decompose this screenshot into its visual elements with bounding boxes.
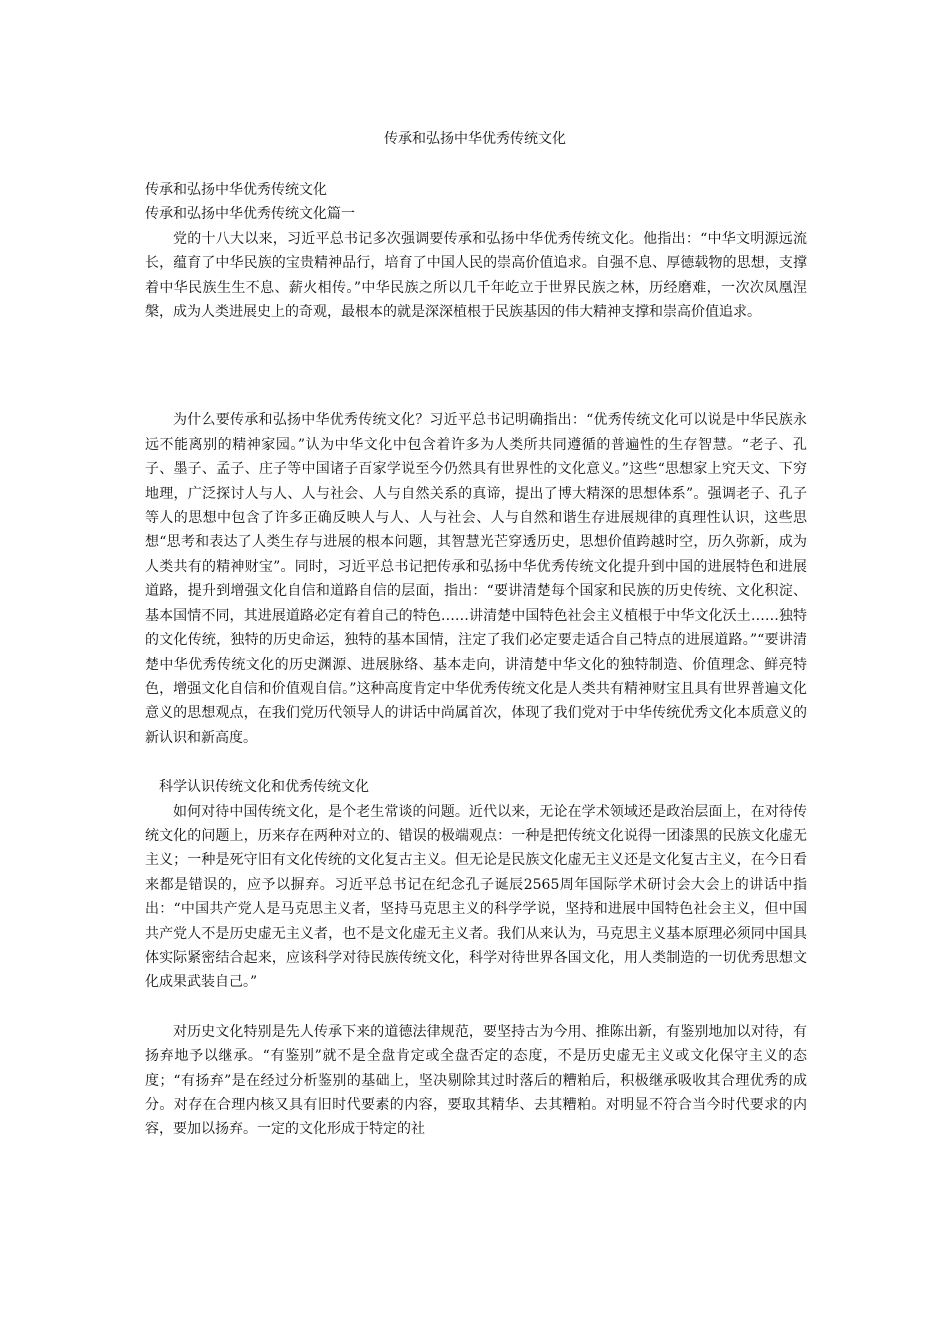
paragraph-2: 为什么要传承和弘扬中华优秀传统文化？习近平总书记明确指出：“优秀传统文化可以说是中华民族永远不能离别的精神家园。”认为中华文化中包含着许多为人类所共同遵循的普遍性的生存智慧。“老子、孔子、墨子、孟子、庄子等中国诸子百家学说至今仍然具有世界性的文化意义。”这些“思想家上究天文、下穷地理，广泛探讨人与人、人与社会、人与自然关系的真谛，提出了博大精深的思想体系”。强调老子、孔子等人的思想中包含了许多正确反映人与人、人与社会、人与自然和谐生存进展规律的真理性认识，这些思想“思考和表达了人类生存与进展的根本问题，其智慧光芒穿透历史，思想价值跨越时空，历久弥新，成为人类共有的精神财宝”。同时，习近平总书记把传承和弘扬中华优秀传统文化提升到中国的进展特色和进展道路，提升到增强文化自信和道路自信的层面，指出：“要讲清楚每个国家和民族的历史传统、文化积淀、基本国情不同，其进展道路必定有着自己的特色……讲清楚中国特色社会主义植根于中华文化沃土……独特的文化传统，独特的历史命运，独特的基本国情，注定了我们必定要走适合自己特点的进展道路。”“要讲清楚中华优秀传统文化的历史渊源、进展脉络、基本走向，讲清楚中华文化的独特制造、价值理念、鲜亮特色，增强文化自信和价值观自信。”这种高度肯定中华优秀传统文化是人类共有精神财宝且具有世界普遍文化意义的思想观点，在我们党历代领导人的讲话中尚属首次，体现了我们党对于中华传统优秀文化本质意义的新认识和新高度。: [145, 412, 807, 746]
document-body: [145, 178, 807, 1142]
paragraph-4: 对历史文化特别是先人传承下来的道德法律规范，要坚持古为今用、推陈出新，有鉴别地加以对待，有扬弃地予以继承。“有鉴别”就不是全盘肯定或全盘否定的态度，不是历史虚无主义或文化保守主义的态度；“有扬弃”是在经过分析鉴别的基础上，坚决剔除其过时落后的糟粕后，积极继承吸收其合理优秀的成分。对存在合理内核又具有旧时代要素的内容，要取其精华、去其糟粕。对明显不符合当今时代要求的内容，要加以扬弃。一定的文化形成于特定的社: [145, 1023, 807, 1138]
document-title: 传承和弘扬中华优秀传统文化: [384, 131, 566, 147]
heading-1: 传承和弘扬中华优秀传统文化: [145, 182, 327, 198]
paragraph-3: 如何对待中国传统文化，是个老生常谈的问题。近代以来，无论在学术领域还是政治层面上，在对待传统文化的问题上，历来存在两种对立的、错误的极端观点：一种是把传统文化说得一团漆黑的民族文化虚无主义；一种是死守旧有文化传统的文化复古主义。但无论是民族文化虚无主义还是文化复古主义，在今日看来都是错误的，应予以摒弃。习近平总书记在纪念孔子诞辰2565周年国际学术研讨会大会上的讲话中指出：“中国共产党人是马克思主义者，坚持马克思主义的科学学说，坚持和进展中国特色社会主义，但中国共产党人不是历史虚无主义者，也不是文化虚无主义者。我们从来认为，马克思主义基本原理必须同中国具体实际紧密结合起来，应该科学对待民族传统文化，科学对待世界各国文化，用人类制造的一切优秀思想文化成果武装自己。”: [145, 803, 807, 991]
paragraph-spacer: [145, 750, 807, 775]
paragraph-spacer: [145, 995, 807, 1020]
section-subheading: 科学认识传统文化和优秀传统文化: [159, 779, 369, 796]
heading-2: 传承和弘扬中华优秀传统文化篇一: [145, 206, 355, 223]
paragraph-1: 党的十八大以来，习近平总书记多次强调要传承和弘扬中华优秀传统文化。他指出：“中华文明源远流长，蕴育了中华民族的宝贵精神品行，培育了中国人民的崇高价值追求。自强不息、厚德载物的思想，支撑着中华民族生生不息、薪火相传。”中华民族之所以几千年屹立于世界民族之林，历经磨难，一次次凤凰涅槃，成为人类进展史上的奇观，最根本的就是深深植根于民族基因的伟大精神支撑和崇高价值追求。: [145, 230, 807, 321]
paragraph-spacer: [145, 324, 807, 408]
